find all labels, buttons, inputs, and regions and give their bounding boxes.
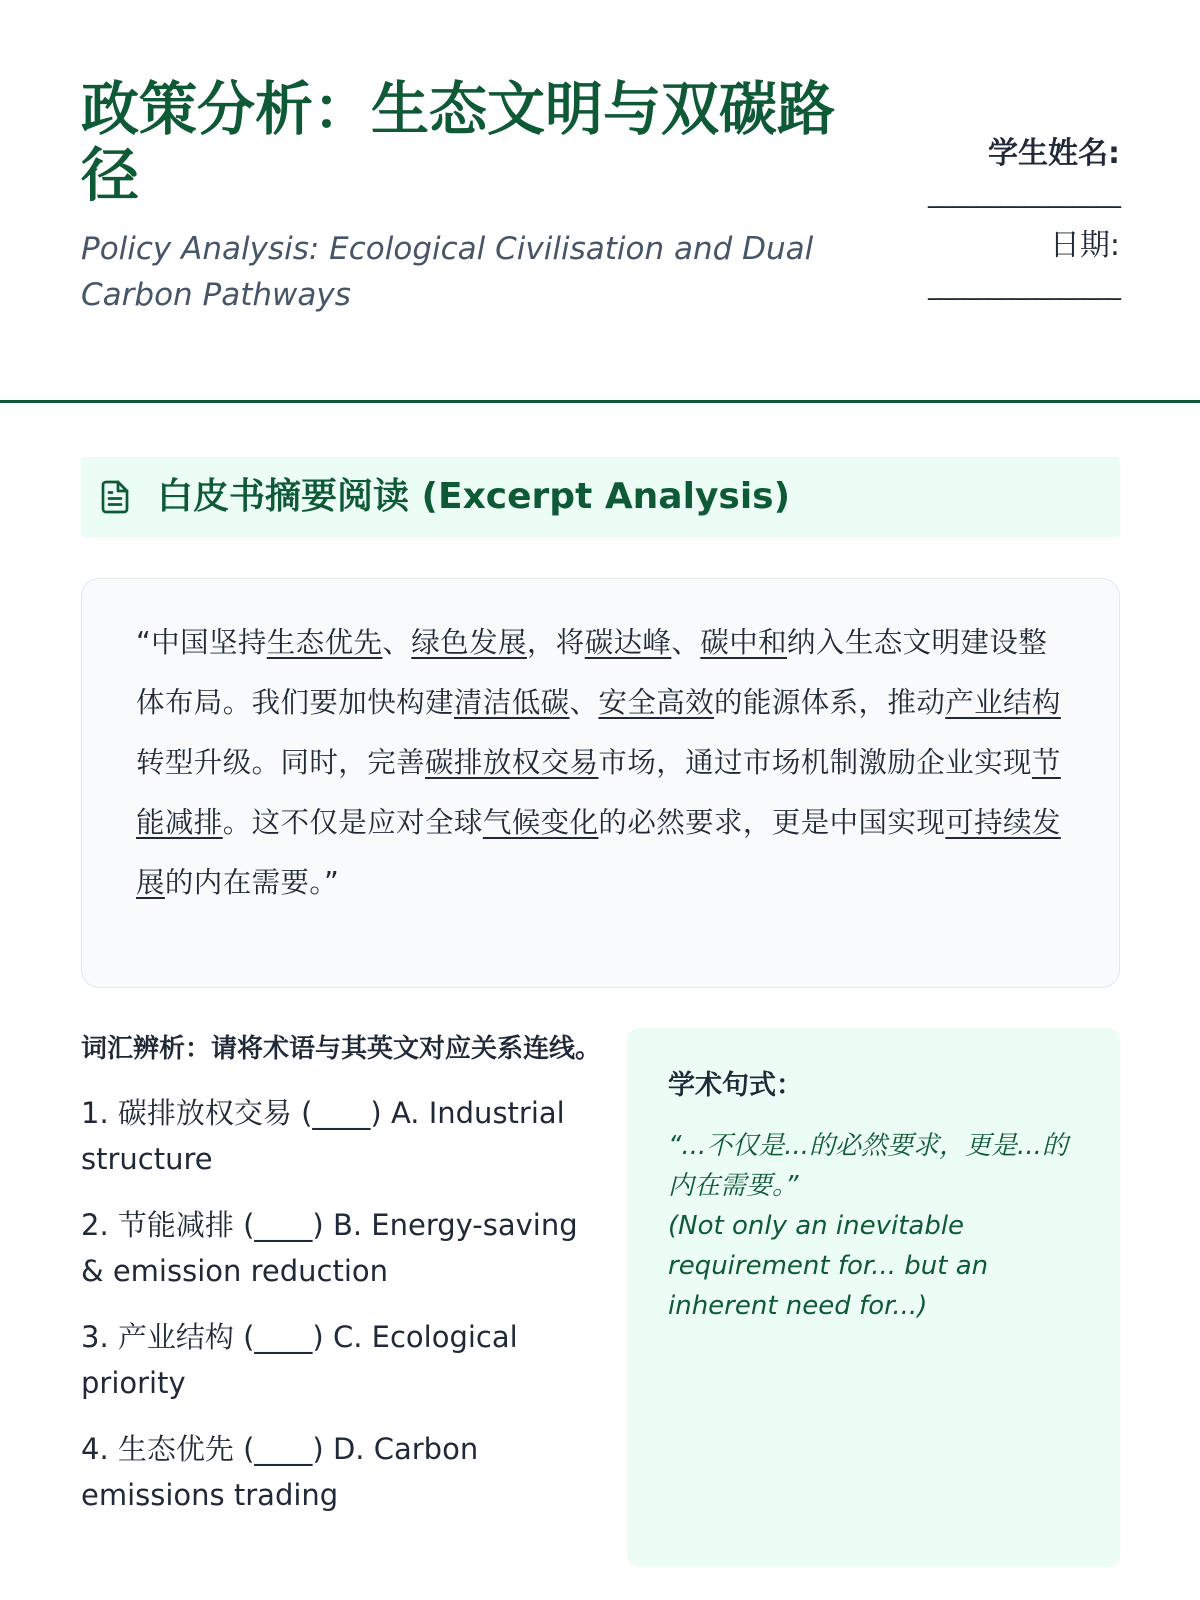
excerpt-text xyxy=(136,613,1066,913)
excerpt-segment: “中国坚持 xyxy=(136,626,267,659)
student-meta xyxy=(860,134,1120,318)
excerpt-box xyxy=(81,578,1120,988)
excerpt-segment: 纳入生态文明建设整体布局。我们要加快构建 xyxy=(136,626,1048,719)
vocab-item: 3. 产业结构 (____) C. Ecological priority xyxy=(81,1320,518,1400)
vocab-item: 2. 节能减排 (____) B. Energy-saving & emission reduction xyxy=(81,1208,578,1288)
key-term: 可持续发展 xyxy=(136,806,1061,899)
vocab-item: 1. 碳排放权交易 (____) A. Industrial structure xyxy=(81,1096,565,1176)
excerpt-segment: 转型升级。同时，完善 xyxy=(136,746,426,779)
excerpt-segment: 。这不仅是应对全球 xyxy=(222,806,483,839)
excerpt-segment: 、 xyxy=(382,626,412,659)
key-term: 碳排放权交易 xyxy=(425,746,599,779)
excerpt-segment: 、 xyxy=(671,626,701,659)
page-title: 政策分析：生态文明与双碳路径 xyxy=(81,75,836,209)
header xyxy=(81,76,1120,336)
academic-pattern-box xyxy=(627,1028,1120,1567)
student-name-blank[interactable]: ________________ xyxy=(928,179,1120,209)
key-term: 清洁低碳 xyxy=(453,686,570,719)
section-title: 白皮书摘要阅读 (Excerpt Analysis) xyxy=(157,476,791,517)
excerpt-segment: ，将 xyxy=(526,626,585,659)
key-term: 节能减排 xyxy=(136,746,1061,839)
excerpt-segment: 、 xyxy=(569,686,599,719)
student-name-label: 学生姓名: xyxy=(988,136,1120,171)
vocab-section xyxy=(81,1028,601,1538)
excerpt-segment: 的内在需要。” xyxy=(164,866,340,899)
pattern-label: 学术句式： xyxy=(668,1070,803,1101)
excerpt-segment: 市场，通过市场机制激励企业实现 xyxy=(598,746,1032,779)
excerpt-segment: 的能源体系，推动 xyxy=(714,686,946,719)
document-icon xyxy=(97,479,133,515)
key-term: 绿色发展 xyxy=(411,626,527,659)
pattern-text xyxy=(668,1126,1088,1326)
date-blank[interactable]: ________________ xyxy=(928,271,1120,301)
key-term: 碳中和 xyxy=(700,626,788,659)
pattern-chinese: “...不仅是...的必然要求，更是...的内在需要。” xyxy=(668,1131,1068,1201)
header-divider xyxy=(0,400,1200,403)
section-heading xyxy=(81,457,1120,537)
key-term: 生态优先 xyxy=(266,626,383,659)
key-term: 气候变化 xyxy=(482,806,599,839)
key-term: 碳达峰 xyxy=(584,626,672,659)
vocab-item: 4. 生态优先 (____) D. Carbon emissions trading xyxy=(81,1432,479,1512)
key-term: 产业结构 xyxy=(945,686,1061,719)
pattern-english: (Not only an inevitable requirement for... but an inherent need for...) xyxy=(668,1211,989,1321)
date-label: 日期: xyxy=(1049,228,1120,263)
key-term: 安全高效 xyxy=(598,686,715,719)
page-subtitle: Policy Analysis: Ecological Civilisation and Dual Carbon Pathways xyxy=(81,231,814,313)
vocab-instruction: 词汇辨析：请将术语与其英文对应关系连线。 xyxy=(81,1034,602,1064)
excerpt-segment: 的必然要求，更是中国实现 xyxy=(598,806,946,839)
